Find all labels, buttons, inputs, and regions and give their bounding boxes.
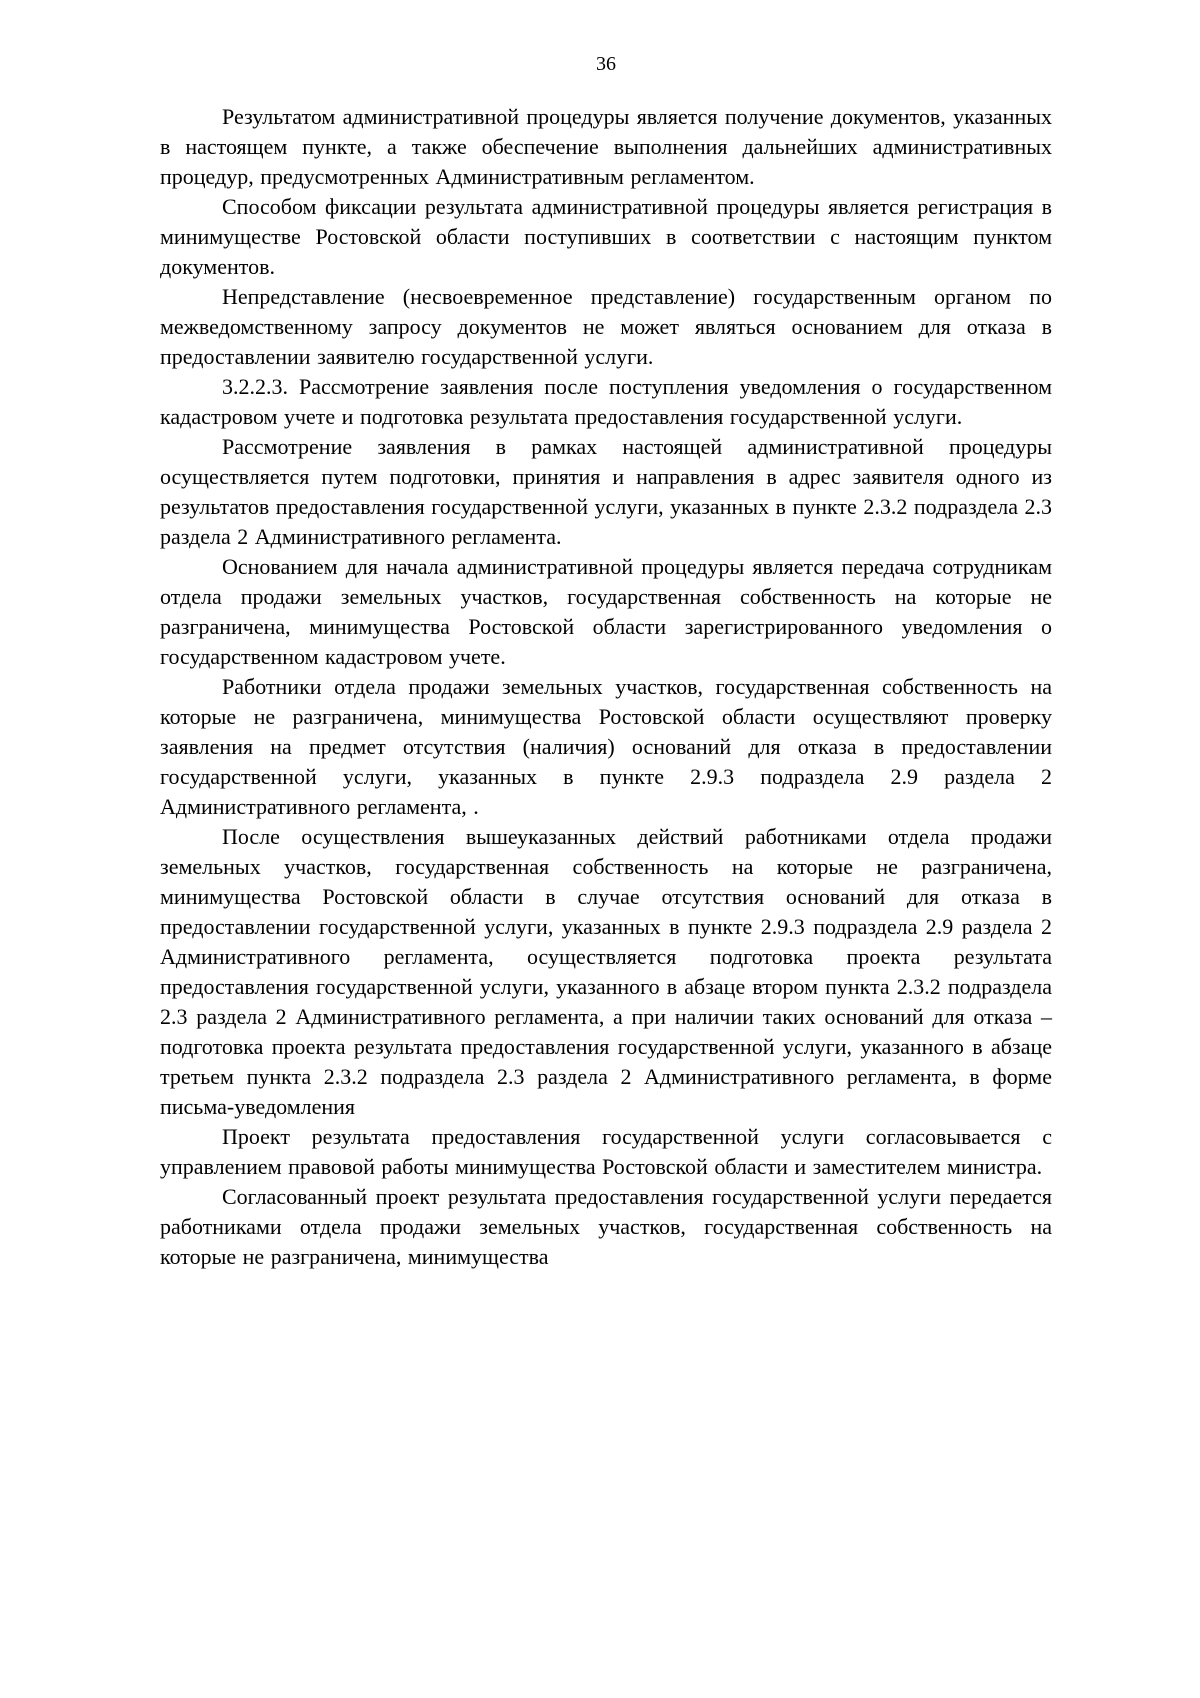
paragraph-section-3-2-2-3-heading: 3.2.2.3. Рассмотрение заявления после поступления уведомления о государственном кадастровом учете и подготовка результата предоставления государственной услуги. xyxy=(160,374,1052,429)
page-number: 36 xyxy=(596,53,616,75)
paragraph-non-submission: Непредставление (несвоевременное представление) государственным органом по межведомственному запросу документов не может являться основанием для отказа в предоставлении заявителю государственной услуги. xyxy=(160,284,1052,369)
paragraph-department-workers-check: Работники отдела продажи земельных участков, государственная собственность на которые не разграничена, минимущества Ростовской области осуществляют проверку заявления на предмет отсутствия (наличия) оснований для отказа в предоставлении государственной услуги, указанных в пункте 2.9.3 подраздела 2.9 раздела 2 Административного регламента, . xyxy=(160,674,1052,819)
paragraph-after-actions-preparation: После осуществления вышеуказанных действий работниками отдела продажи земельных участков, государственная собственность на которые не разграничена, минимущества Ростовской области в случае отсутствия оснований для отказа в предоставлении государственной услуги, указанных в пункте 2.9.3 подраздела 2.9 раздела 2 Административного регламента, осуществляется подготовка проекта результата предоставления государственной услуги, указанного в абзаце втором пункта 2.3.2 подраздела 2.3 раздела 2 Административного регламента, а при наличии таких оснований для отказа – подготовка проекта результата предоставления государственной услуги, указанного в абзаце третьем пункта 2.3.2 подраздела 2.3 раздела 2 Административного регламента, в форме письма-уведомления xyxy=(160,824,1052,1119)
paragraph-fixation-method: Способом фиксации результата административной процедуры является регистрация в минимуществе Ростовской области поступивших в соответствии с настоящим пунктом документов. xyxy=(160,194,1052,279)
paragraph-project-approval: Проект результата предоставления государственной услуги согласовывается с управлением правовой работы минимущества Ростовской области и заместителем министра. xyxy=(160,1124,1052,1179)
paragraph-grounds-for-start: Основанием для начала административной процедуры является передача сотрудникам отдела продажи земельных участков, государственная собственность на которые не разграничена, минимущества Ростовской области зарегистрированного уведомления о государственном кадастровом учете. xyxy=(160,554,1052,669)
paragraph-consideration-of-application: Рассмотрение заявления в рамках настоящей административной процедуры осуществляется путем подготовки, принятия и направления в адрес заявителя одного из результатов предоставления государственной услуги, указанных в пункте 2.3.2 подраздела 2.3 раздела 2 Административного регламента. xyxy=(160,434,1052,549)
document-content xyxy=(160,102,1052,1272)
paragraph-approved-project-transfer: Согласованный проект результата предоставления государственной услуги передается работниками отдела продажи земельных участков, государственная собственность на которые не разграничена, минимущества xyxy=(160,1184,1052,1269)
paragraph-result-of-procedure: Результатом административной процедуры является получение документов, указанных в настоящем пункте, а также обеспечение выполнения дальнейших административных процедур, предусмотренных Административным регламентом. xyxy=(160,104,1052,189)
